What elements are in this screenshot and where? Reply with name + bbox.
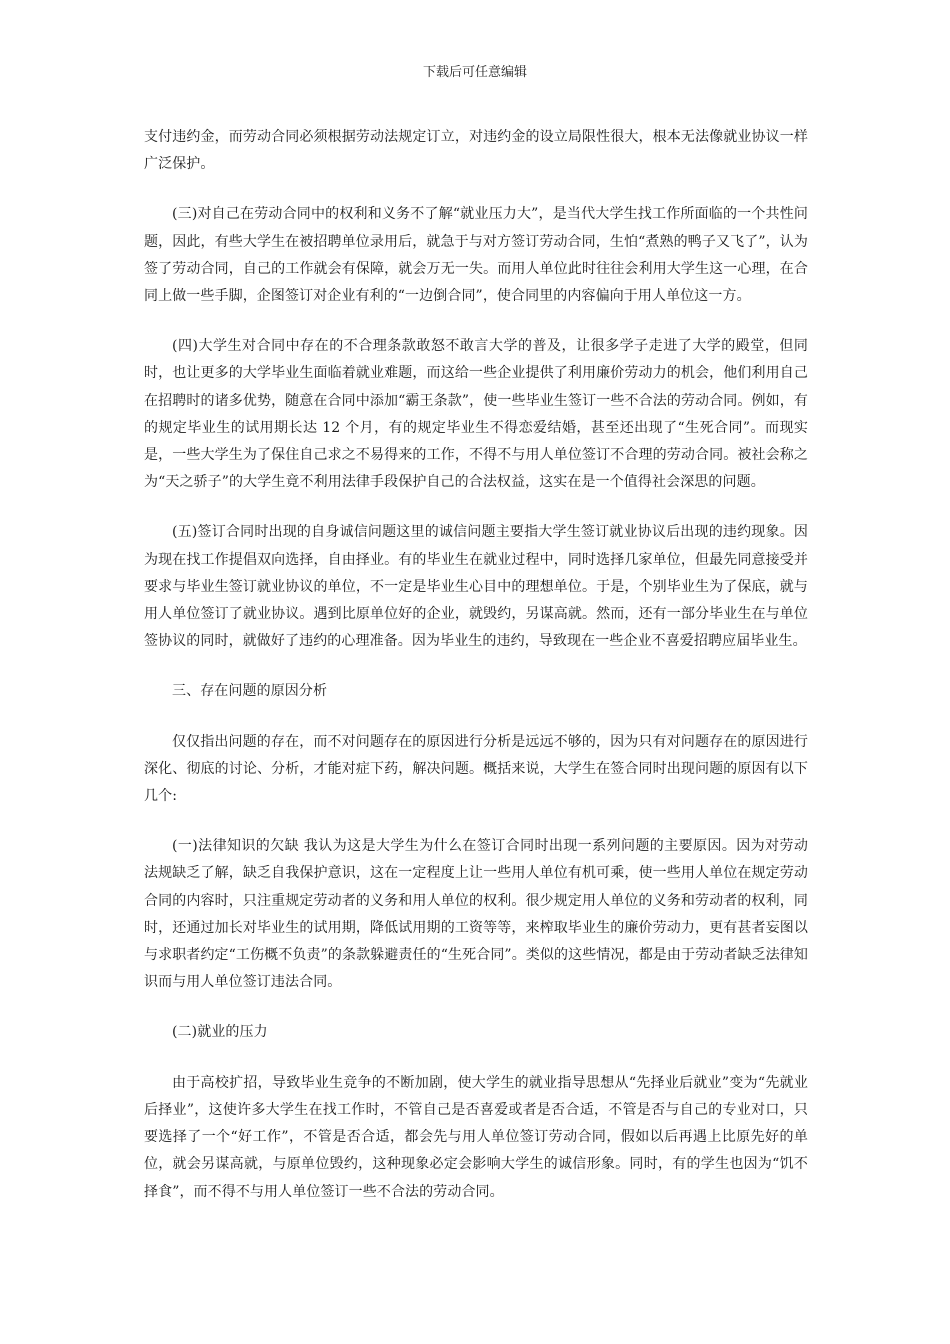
subheading-cause-2: (二)就业的压力 bbox=[172, 1024, 268, 1041]
paragraph-cause-2: 由于高校扩招，导致毕业生竞争的不断加剧，使大学生的就业指导思想从“先择业后就业”变为“先就业后择业”，这使许多大学生在找工作时，不管自己是否喜爱或者是否合适，不管是否与自己的专业对口，只要选择了一个“好工作”，不管是否合适，都会先与用人单位签订劳动合同，假如以后再遇上比原先好的单位，就会另谋高就，与原单位毁约，这种现象必定会影响大学生的诚信形象。同时，有的学生也因为“饥不择食”，而不得不与用人单位签订一些不合法的劳动合同。 bbox=[144, 1074, 808, 1200]
paragraph-section-3: (三)对自己在劳动合同中的权利和义务不了解“就业压力大”，是当代大学生找工作所面临的一个共性问题，因此，有些大学生在被招聘单位录用后，就急于与对方签订劳动合同，生怕“煮熟的鸭子又飞了”，认为签了劳动合同，自己的工作就会有保障，就会万无一失。而用人单位此时往往会利用大学生这一心理，在合同上做一些手脚，企图签订对企业有利的“一边倒合同”，使合同里的内容偏向于用人单位这一方。 bbox=[144, 206, 808, 305]
paragraph-section-4: (四)大学生对合同中存在的不合理条款敢怒不敢言大学的普及，让很多学子走进了大学的殿堂，但同时，也让更多的大学毕业生面临着就业难题，而这给一些企业提供了利用廉价劳动力的机会，他们利用自己在招聘时的诸多优势，随意在合同中添加“霸王条款”，使一些毕业生签订一些不合法的劳动合同。例如，有的规定毕业生的试用期长达 12 个月，有的规定毕业生不得恋爱结婚，甚至还出现了“生死合同”。而现实是，一些大学生为了保住自己求之不易得来的工作，不得不与用人单位签订不合理的劳动合同。被社会称之为“天之骄子”的大学生竟不利用法律手段保护自己的合法权益，这实在是一个值得社会深思的问题。 bbox=[144, 338, 808, 491]
paragraph-causes-intro: 仅仅指出问题的存在，而不对问题存在的原因进行分析是远远不够的，因为只有对问题存在的原因进行深化、彻底的讨论、分析，才能对症下药，解决问题。概括来说，大学生在签合同时出现问题的原因有以下几个: bbox=[144, 733, 808, 805]
paragraph-cause-1: (一)法律知识的欠缺 我认为这是大学生为什么在签订合同时出现一系列问题的主要原因。因为对劳动法规缺乏了解，缺乏自我保护意识，这在一定程度上让一些用人单位有机可乘，使一些用人单位在规定劳动合同的内容时，只注重规定劳动者的义务和用人单位的权利。很少规定用人单位的义务和劳动者的权利，同时，还通过加长对毕业生的试用期，降低试用期的工资等等，来榨取毕业生的廉价劳动力，更有甚者妄图以与求职者约定“工伤概不负责”的条款躲避责任的“生死合同”。类似的这些情况，都是由于劳动者缺乏法律知识而与用人单位签订违法合同。 bbox=[144, 838, 808, 991]
paragraph-section-5: (五)签订合同时出现的自身诚信问题这里的诚信问题主要指大学生签订就业协议后出现的违约现象。因为现在找工作提倡双向选择，自由择业。有的毕业生在就业过程中，同时选择几家单位，但最先同意接受并要求与毕业生签订就业协议的单位，不一定是毕业生心目中的理想单位。于是，个别毕业生为了保底，就与用人单位签订了就业协议。遇到比原单位好的企业，就毁约，另谋高就。然而，还有一部分毕业生在与单位签协议的同时，就做好了违约的心理准备。因为毕业生的违约，导致现在一些企业不喜爱招聘应届毕业生。 bbox=[144, 524, 808, 650]
section-heading-causes: 三、存在问题的原因分析 bbox=[172, 683, 328, 700]
paragraph-continued: 支付违约金，而劳动合同必须根据劳动法规定订立，对违约金的设立局限性很大，根本无法像就业协议一样广泛保护。 bbox=[144, 129, 808, 173]
document-body bbox=[144, 124, 808, 1229]
page-header: 下载后可任意编辑 bbox=[422, 65, 527, 80]
